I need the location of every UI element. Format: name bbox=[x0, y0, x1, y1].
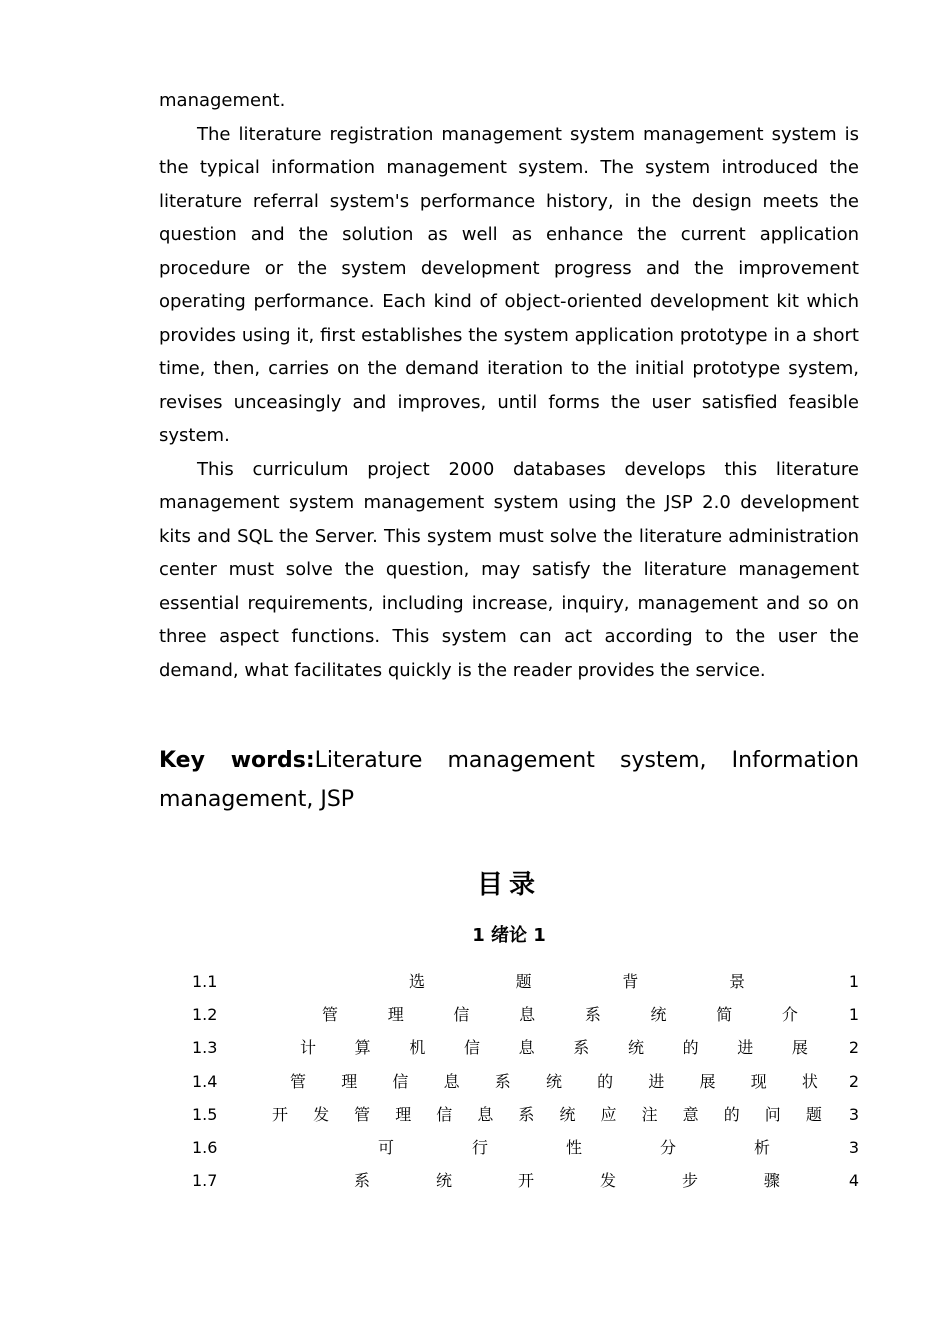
keywords bbox=[159, 741, 859, 819]
toc-row[interactable] bbox=[159, 1131, 859, 1164]
toc-number: 1.4 bbox=[192, 1071, 218, 1091]
toc-text: 选 题 背 景 bbox=[409, 972, 745, 991]
toc-page-number: 2 bbox=[848, 1038, 859, 1058]
toc-text: 可 行 性 分 析 bbox=[378, 1137, 770, 1157]
toc-number: 1.5 bbox=[192, 1104, 218, 1124]
keywords-text: Literature management system, Information management, JSP bbox=[159, 748, 860, 812]
toc-row[interactable] bbox=[159, 998, 859, 1031]
abstract-paragraph-2: The literature registration management system management system is the typical information management system. The system introduced the literature referral system's performance history, in the design meets the question and the solution as well as enhance the current application procedure or the system development progress and the improvement operating performance. Each kind of object-oriented development kit which provides using it, first establishes the system application prototype in a short time, then, carries on the demand iteration to the initial prototype system, revises unceasingly and improves, until forms the user satisfied feasible system. bbox=[159, 123, 859, 446]
toc-number: 1.6 bbox=[192, 1137, 218, 1157]
toc-row[interactable] bbox=[159, 1098, 859, 1131]
toc-row[interactable] bbox=[159, 1065, 859, 1098]
toc-text: 计 算 机 信 息 系 统 的 进 展 bbox=[300, 1038, 808, 1058]
toc-number: 1.2 bbox=[192, 1005, 218, 1025]
toc-number: 1.7 bbox=[192, 1171, 218, 1191]
toc-list bbox=[159, 965, 859, 1197]
toc-number: 1.1 bbox=[192, 972, 218, 991]
toc-page-number: 4 bbox=[848, 1171, 859, 1191]
document-page bbox=[159, 84, 859, 1197]
toc-row[interactable] bbox=[159, 1031, 859, 1064]
toc-row[interactable] bbox=[159, 965, 859, 998]
toc-text: 系 统 开 发 步 骤 bbox=[354, 1171, 780, 1191]
toc-page-number: 3 bbox=[848, 1137, 859, 1157]
abstract-paragraph-3: This curriculum project 2000 databases develops this literature management system management system using the JSP 2.0 development kits and SQL the Server. This system must solve the literature administration center must solve the question, may satisfy the literature management essential requirements, including increase, inquiry, management and so on three aspect functions. This system can act according to the user the demand, what facilitates quickly is the reader provides the service. bbox=[159, 458, 859, 681]
toc-page-number: 1 bbox=[848, 1005, 859, 1025]
toc-chapter-heading: 1 绪论 1 bbox=[472, 925, 546, 946]
abstract-lead-line: management. bbox=[159, 90, 286, 111]
toc-page-number: 3 bbox=[848, 1104, 859, 1124]
toc-text: 管 理 信 息 系 统 的 进 展 现 状 bbox=[290, 1071, 818, 1091]
toc-title: 目录 bbox=[476, 870, 541, 900]
toc-page-number: 2 bbox=[848, 1071, 859, 1091]
toc-page-number: 1 bbox=[848, 972, 859, 991]
toc-text: 管 理 信 息 系 统 简 介 bbox=[322, 1005, 798, 1025]
toc-text: 开 发 管 理 信 息 系 统 应 注 意 的 问 题 bbox=[272, 1104, 822, 1124]
toc-row[interactable] bbox=[159, 1164, 859, 1197]
toc-number: 1.3 bbox=[192, 1038, 218, 1058]
keywords-label: Key words: bbox=[159, 748, 315, 773]
